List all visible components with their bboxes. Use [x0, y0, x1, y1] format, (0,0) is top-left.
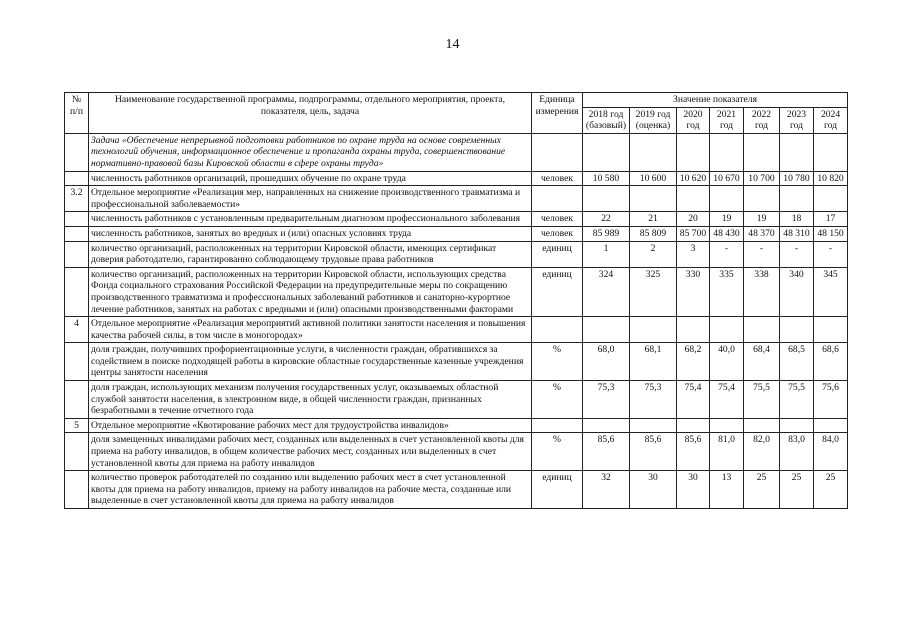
row-name: численность работников организаций, прошедших обучение по охране труда [89, 171, 532, 186]
header-name: Наименование государственной программы, подпрограммы, отдельного мероприятия, проекта, показателя, цель, задача [89, 93, 532, 134]
row-value: - [814, 241, 848, 267]
row-unit: единиц [532, 241, 583, 267]
row-value: 10 580 [583, 171, 630, 186]
row-value: 75,3 [583, 381, 630, 419]
row-name: доля граждан, получивших профориентационные услуги, в численности граждан, обратившихся за содействием в поиске подходящей работы в кировские областные государственные казенные учреждения центры занятости населения [89, 343, 532, 381]
row-unit [532, 418, 583, 433]
row-name: доля замещенных инвалидами рабочих мест, созданных или выделенных в счет установленной квоты для приема на работу инвалидов, в общем количестве рабочих мест, созданных или выделенных в счет установленной квоты для приема на работу инвалидов [89, 433, 532, 471]
row-name: количество организаций, расположенных на территории Кировской области, использующих средства Фонда социального страхования Российской Федерации на предупредительные меры по сокращению производственного травматизма и профессиональных заболеваний работников и санаторно-курортное лечение работников, занятых на работах с вредными и (или) опасными производственными факторами [89, 267, 532, 316]
row-value: 19 [744, 212, 780, 227]
header-year: 2020 год [677, 107, 710, 133]
row-value [630, 133, 677, 171]
row-value: 68,5 [780, 343, 814, 381]
table-row [65, 171, 848, 186]
row-value: 75,5 [780, 381, 814, 419]
row-value: 338 [744, 267, 780, 316]
header-year: 2021 год [710, 107, 744, 133]
row-value: 68,0 [583, 343, 630, 381]
header-unit: Единица измерения [532, 93, 583, 134]
table-row [65, 133, 848, 171]
row-value: - [780, 241, 814, 267]
row-value: 68,6 [814, 343, 848, 381]
table-row [65, 241, 848, 267]
row-value [780, 418, 814, 433]
row-value [780, 133, 814, 171]
table-row [65, 433, 848, 471]
row-name: Отдельное мероприятие «Реализация мероприятий активной политики занятости населения и повышения качества рабочей силы, в том числе в моногородах» [89, 317, 532, 343]
row-value: 22 [583, 212, 630, 227]
row-num [65, 471, 89, 509]
row-unit: единиц [532, 267, 583, 316]
row-value: 81,0 [710, 433, 744, 471]
row-value [677, 317, 710, 343]
row-value [677, 133, 710, 171]
row-value: 340 [780, 267, 814, 316]
row-value: 30 [630, 471, 677, 509]
header-year: 2019 год (оценка) [630, 107, 677, 133]
row-value [677, 418, 710, 433]
row-value [814, 186, 848, 212]
page-number: 14 [445, 37, 460, 52]
row-num [65, 241, 89, 267]
row-name: Отдельное мероприятие «Квотирование рабочих мест для трудоустройства инвалидов» [89, 418, 532, 433]
row-value: 25 [744, 471, 780, 509]
row-value: 10 820 [814, 171, 848, 186]
row-value [814, 133, 848, 171]
row-value [583, 186, 630, 212]
row-value [630, 418, 677, 433]
row-name: численность работников с установленным предварительным диагнозом профессионального заболевания [89, 212, 532, 227]
row-name: численность работников, занятых во вредных и (или) опасных условиях труда [89, 226, 532, 241]
row-value: 10 700 [744, 171, 780, 186]
row-value: 85 989 [583, 226, 630, 241]
row-value [710, 186, 744, 212]
row-value: 85,6 [677, 433, 710, 471]
row-num [65, 226, 89, 241]
row-value: 324 [583, 267, 630, 316]
row-num [65, 212, 89, 227]
row-num [65, 433, 89, 471]
row-value: 330 [677, 267, 710, 316]
row-num [65, 267, 89, 316]
row-value: 335 [710, 267, 744, 316]
row-value: 10 620 [677, 171, 710, 186]
row-value: 48 310 [780, 226, 814, 241]
row-num: 3.2 [65, 186, 89, 212]
header-year: 2018 год (базовый) [583, 107, 630, 133]
row-value: 325 [630, 267, 677, 316]
row-value: 1 [583, 241, 630, 267]
row-value: 21 [630, 212, 677, 227]
row-value: - [744, 241, 780, 267]
row-value: 13 [710, 471, 744, 509]
row-value: 18 [780, 212, 814, 227]
row-value: 68,2 [677, 343, 710, 381]
row-value: 48 370 [744, 226, 780, 241]
row-value: 30 [677, 471, 710, 509]
row-value: 75,4 [710, 381, 744, 419]
row-value [630, 186, 677, 212]
row-name: количество организаций, расположенных на территории Кировской области, имеющих сертификат доверия работодателю, гарантированно соблюдающему трудовые права работников [89, 241, 532, 267]
row-value: 40,0 [710, 343, 744, 381]
row-value [710, 317, 744, 343]
row-value: 10 670 [710, 171, 744, 186]
indicators-table [64, 92, 848, 509]
table-row [65, 317, 848, 343]
row-value [583, 418, 630, 433]
row-name: Задача «Обеспечение непрерывной подготовки работников по охране труда на основе современных технологий обучения, информационное обеспечение и пропаганда охраны труда, совершенствование нормативно-правовой базы Кировской области в сфере охраны труда» [89, 133, 532, 171]
row-unit: человек [532, 226, 583, 241]
table-row [65, 343, 848, 381]
row-unit [532, 133, 583, 171]
row-value: 10 600 [630, 171, 677, 186]
table-row [65, 381, 848, 419]
row-value: 10 780 [780, 171, 814, 186]
row-value: 345 [814, 267, 848, 316]
table-row [65, 418, 848, 433]
row-value [814, 317, 848, 343]
table-row [65, 226, 848, 241]
row-value: 75,6 [814, 381, 848, 419]
row-value [780, 186, 814, 212]
row-value: 17 [814, 212, 848, 227]
row-unit: человек [532, 171, 583, 186]
row-value: 85 700 [677, 226, 710, 241]
row-unit: % [532, 343, 583, 381]
row-value: 68,4 [744, 343, 780, 381]
row-num: 5 [65, 418, 89, 433]
table-row [65, 471, 848, 509]
table-row [65, 212, 848, 227]
row-value [583, 317, 630, 343]
row-value: 25 [814, 471, 848, 509]
row-value [710, 133, 744, 171]
row-value: 83,0 [780, 433, 814, 471]
row-num [65, 343, 89, 381]
row-unit: единиц [532, 471, 583, 509]
table-header-row-1 [65, 93, 848, 108]
row-value: 75,3 [630, 381, 677, 419]
row-value: 32 [583, 471, 630, 509]
row-value [583, 133, 630, 171]
row-value: 2 [630, 241, 677, 267]
row-value: 3 [677, 241, 710, 267]
row-value: 68,1 [630, 343, 677, 381]
row-unit: % [532, 433, 583, 471]
row-value: - [710, 241, 744, 267]
header-year: 2023 год [780, 107, 814, 133]
row-value: 85,6 [630, 433, 677, 471]
row-value: 25 [780, 471, 814, 509]
row-value [744, 317, 780, 343]
row-num [65, 381, 89, 419]
row-unit [532, 317, 583, 343]
row-value [744, 186, 780, 212]
row-unit: человек [532, 212, 583, 227]
table-row [65, 186, 848, 212]
row-value: 85 809 [630, 226, 677, 241]
row-value: 19 [710, 212, 744, 227]
row-num [65, 171, 89, 186]
row-value [814, 418, 848, 433]
header-values: Значение показателя [583, 93, 848, 108]
row-value: 84,0 [814, 433, 848, 471]
row-value [677, 186, 710, 212]
header-year: 2024 год [814, 107, 848, 133]
row-value [744, 133, 780, 171]
table-row [65, 267, 848, 316]
row-num: 4 [65, 317, 89, 343]
row-name: доля граждан, использующих механизм получения государственных услуг, оказываемых областной службой занятости населения, в электронном виде, в общей численности граждан, признанных безработными в течение отчетного года [89, 381, 532, 419]
row-unit: % [532, 381, 583, 419]
row-unit [532, 186, 583, 212]
row-value [630, 317, 677, 343]
row-value: 48 150 [814, 226, 848, 241]
row-value: 85,6 [583, 433, 630, 471]
row-value: 75,5 [744, 381, 780, 419]
row-value [710, 418, 744, 433]
header-num: № п/п [65, 93, 89, 134]
row-value: 82,0 [744, 433, 780, 471]
header-year: 2022 год [744, 107, 780, 133]
row-value: 75,4 [677, 381, 710, 419]
row-value: 48 430 [710, 226, 744, 241]
row-value: 20 [677, 212, 710, 227]
row-num [65, 133, 89, 171]
row-name: количество проверок работодателей по созданию или выделению рабочих мест в счет установленной квоты для приема на работу инвалидов, приему на работу инвалидов на рабочие места, созданные или выделенные в счет установленной квоты для приема на работу инвалидов [89, 471, 532, 509]
row-name: Отдельное мероприятие «Реализация мер, направленных на снижение производственного травматизма и профессиональной заболеваемости» [89, 186, 532, 212]
row-value [780, 317, 814, 343]
row-value [744, 418, 780, 433]
